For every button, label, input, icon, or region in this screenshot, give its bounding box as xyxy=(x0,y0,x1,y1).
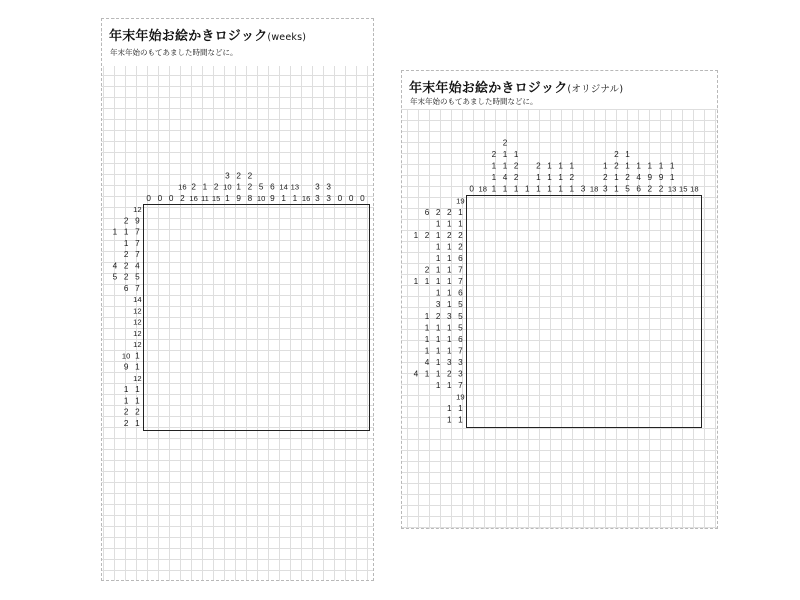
row-clue: 5 xyxy=(458,300,463,310)
column-clue: 10 xyxy=(256,193,266,203)
row-clue: 2 xyxy=(123,407,129,417)
solution-grid-weeks[interactable] xyxy=(143,204,370,431)
row-clue: 2 xyxy=(458,242,463,252)
column-clue: 0 xyxy=(360,193,365,203)
column-clue: 13 xyxy=(290,182,300,192)
column-clue: 1 xyxy=(281,193,286,203)
column-clue: 3 xyxy=(580,184,586,194)
row-clue: 1 xyxy=(413,230,419,240)
column-clue: 14 xyxy=(279,182,288,192)
column-clue: 16 xyxy=(189,193,198,203)
row-clue: 9 xyxy=(135,216,140,226)
row-clue: 6 xyxy=(458,288,463,298)
column-clue: 2 xyxy=(569,173,575,183)
row-clue: 10 xyxy=(121,351,131,361)
row-clue: 1 xyxy=(424,323,430,333)
row-clue: 1 xyxy=(435,346,441,356)
column-clue: 2 xyxy=(502,138,508,148)
row-clue: 1 xyxy=(123,227,129,237)
row-clue: 1 xyxy=(458,219,463,229)
column-clue: 18 xyxy=(690,184,699,194)
row-clue: 2 xyxy=(458,230,463,240)
column-clue: 2 xyxy=(247,171,253,181)
column-clue: 1 xyxy=(625,161,630,171)
page-subtitle: 年末年始のもてあました時間などに。 xyxy=(410,97,538,106)
column-clue: 18 xyxy=(478,184,487,194)
page-subtitle: 年末年始のもてあました時間などに。 xyxy=(110,48,238,57)
column-clue: 2 xyxy=(614,150,619,160)
column-clue: 1 xyxy=(225,193,230,203)
column-clue: 1 xyxy=(647,161,653,171)
row-clue: 1 xyxy=(447,219,452,229)
column-clue: 1 xyxy=(614,184,619,194)
column-clue: 1 xyxy=(603,161,608,171)
row-clue: 1 xyxy=(435,288,441,298)
column-clue: 0 xyxy=(168,193,174,203)
column-clue: 4 xyxy=(636,173,641,183)
column-clue: 13 xyxy=(667,184,677,194)
column-clue: 3 xyxy=(326,193,331,203)
row-clue: 6 xyxy=(458,334,463,344)
row-clue: 2 xyxy=(447,369,452,379)
column-clue: 2 xyxy=(647,184,653,194)
row-clue: 2 xyxy=(123,272,129,282)
row-clue: 2 xyxy=(424,265,430,275)
row-clue: 1 xyxy=(447,277,452,287)
column-clue: 0 xyxy=(348,193,354,203)
column-clue: 5 xyxy=(625,184,630,194)
row-clue: 5 xyxy=(458,323,463,333)
row-clue: 1 xyxy=(135,351,140,361)
row-clue: 1 xyxy=(112,227,118,237)
column-clue: 3 xyxy=(225,171,230,181)
column-clue: 1 xyxy=(513,150,519,160)
row-clue: 1 xyxy=(458,415,463,425)
row-clue: 3 xyxy=(458,369,463,379)
column-clue: 9 xyxy=(236,193,241,203)
column-clue: 10 xyxy=(223,182,232,192)
row-clue: 12 xyxy=(133,205,142,215)
column-clue: 2 xyxy=(603,173,608,183)
row-clue: 1 xyxy=(447,346,452,356)
page-title: 年末年始お絵かきロジック(weeks) xyxy=(109,29,307,44)
row-clue: 7 xyxy=(458,346,463,356)
column-clue: 9 xyxy=(270,193,275,203)
column-clue: 1 xyxy=(569,184,575,194)
page-title: 年末年始お絵かきロジック(オリジナル) xyxy=(409,81,624,96)
column-clue: 1 xyxy=(513,184,519,194)
column-clue: 1 xyxy=(558,173,563,183)
column-clue: 2 xyxy=(625,173,630,183)
row-clue: 1 xyxy=(435,277,441,287)
column-clue: 1 xyxy=(669,173,675,183)
column-clue: 1 xyxy=(491,161,497,171)
row-clue: 7 xyxy=(135,283,140,293)
row-clue: 9 xyxy=(123,362,129,372)
column-clue: 2 xyxy=(491,150,497,160)
row-clue: 1 xyxy=(424,311,430,321)
column-clue: 11 xyxy=(200,193,209,203)
row-clue: 12 xyxy=(133,340,142,350)
column-clue: 1 xyxy=(536,184,541,194)
column-clue: 2 xyxy=(247,182,253,192)
row-clue: 12 xyxy=(133,373,142,383)
row-clue: 4 xyxy=(135,261,140,271)
row-clue: 12 xyxy=(133,317,142,327)
row-clue: 1 xyxy=(435,334,441,344)
row-clue: 6 xyxy=(123,283,129,293)
row-clue: 1 xyxy=(447,242,452,252)
row-clue: 1 xyxy=(447,334,452,344)
row-clue: 5 xyxy=(135,272,140,282)
row-clue: 2 xyxy=(435,311,441,321)
row-clue: 1 xyxy=(435,230,441,240)
column-clue: 1 xyxy=(558,184,563,194)
row-clue: 19 xyxy=(456,392,465,402)
row-clue: 12 xyxy=(133,306,142,316)
column-clue: 2 xyxy=(191,182,196,192)
row-clue: 7 xyxy=(135,238,140,248)
row-clue: 5 xyxy=(458,311,463,321)
row-clue: 1 xyxy=(424,369,430,379)
solution-grid-original[interactable] xyxy=(466,195,702,428)
column-clue: 1 xyxy=(558,161,563,171)
row-clue: 7 xyxy=(458,277,463,287)
column-clue: 1 xyxy=(547,161,552,171)
column-clue: 9 xyxy=(658,173,664,183)
row-clue: 1 xyxy=(135,362,140,372)
column-clue: 1 xyxy=(502,150,508,160)
row-clue: 1 xyxy=(458,404,463,414)
column-clue: 3 xyxy=(326,182,331,192)
column-clue: 2 xyxy=(614,161,619,171)
column-clue: 1 xyxy=(292,193,298,203)
row-clue: 1 xyxy=(447,323,452,333)
column-clue: 1 xyxy=(236,182,241,192)
column-clue: 2 xyxy=(213,182,219,192)
column-clue: 1 xyxy=(547,173,552,183)
row-clue: 7 xyxy=(135,250,140,260)
row-clue: 2 xyxy=(424,230,430,240)
column-clue: 16 xyxy=(178,182,187,192)
column-clue: 0 xyxy=(146,193,151,203)
row-clue: 1 xyxy=(424,334,430,344)
column-clue: 15 xyxy=(211,193,221,203)
row-clue: 1 xyxy=(123,396,129,406)
column-clue: 0 xyxy=(157,193,163,203)
row-clue: 1 xyxy=(435,219,441,229)
column-clue: 0 xyxy=(469,184,474,194)
column-clue: 1 xyxy=(491,173,497,183)
column-clue: 2 xyxy=(513,161,519,171)
row-clue: 12 xyxy=(133,328,142,338)
column-clue: 1 xyxy=(525,184,530,194)
column-clue: 2 xyxy=(658,184,664,194)
row-clue: 1 xyxy=(447,265,452,275)
row-clue: 7 xyxy=(135,227,140,237)
column-clue: 1 xyxy=(547,184,552,194)
row-clue: 1 xyxy=(435,381,441,391)
row-clue: 1 xyxy=(123,385,129,395)
column-clue: 4 xyxy=(502,173,508,183)
column-clue: 1 xyxy=(636,161,641,171)
row-clue: 1 xyxy=(447,254,452,263)
column-clue: 1 xyxy=(502,161,508,171)
column-clue: 0 xyxy=(337,193,343,203)
column-clue: 1 xyxy=(669,161,675,171)
row-clue: 1 xyxy=(435,323,441,333)
row-clue: 2 xyxy=(123,216,129,226)
row-clue: 3 xyxy=(435,300,441,310)
row-clue: 2 xyxy=(123,261,129,271)
column-clue: 2 xyxy=(513,173,519,183)
row-clue: 6 xyxy=(458,254,463,263)
row-clue: 7 xyxy=(458,381,463,391)
row-clue: 2 xyxy=(123,418,129,428)
row-clue: 1 xyxy=(424,277,430,287)
row-clue: 1 xyxy=(447,415,452,425)
row-clue: 1 xyxy=(424,346,430,356)
row-clue: 1 xyxy=(435,369,441,379)
row-clue: 2 xyxy=(135,407,140,417)
row-clue: 3 xyxy=(458,358,463,367)
row-clue: 2 xyxy=(123,250,129,260)
column-clue: 1 xyxy=(491,184,497,194)
row-clue: 2 xyxy=(447,230,452,240)
row-clue: 1 xyxy=(413,277,419,287)
column-clue: 3 xyxy=(603,184,608,194)
column-clue: 2 xyxy=(180,193,185,203)
row-clue: 14 xyxy=(133,295,142,305)
row-clue: 1 xyxy=(135,396,140,406)
row-clue: 1 xyxy=(123,238,129,248)
column-clue: 9 xyxy=(647,173,653,183)
row-clue: 3 xyxy=(447,358,452,367)
column-clue: 2 xyxy=(536,161,541,171)
column-clue: 3 xyxy=(315,182,320,192)
column-clue: 1 xyxy=(658,161,664,171)
row-clue: 6 xyxy=(424,207,430,217)
row-clue: 1 xyxy=(135,418,140,428)
row-clue: 4 xyxy=(413,369,419,379)
row-clue: 1 xyxy=(435,358,441,367)
row-clue: 1 xyxy=(135,385,140,395)
column-clue: 6 xyxy=(270,182,275,192)
column-clue: 3 xyxy=(315,193,320,203)
column-clue: 1 xyxy=(502,184,508,194)
row-clue: 1 xyxy=(447,288,452,298)
column-clue: 1 xyxy=(536,173,541,183)
row-clue: 2 xyxy=(435,207,441,217)
column-clue: 5 xyxy=(258,182,264,192)
column-clue: 18 xyxy=(589,184,599,194)
column-clue: 1 xyxy=(614,173,619,183)
column-clue: 1 xyxy=(625,150,630,160)
row-clue: 1 xyxy=(447,381,452,391)
row-clue: 19 xyxy=(456,196,465,206)
row-clue: 5 xyxy=(112,272,118,282)
row-clue: 1 xyxy=(435,254,441,263)
column-clue: 6 xyxy=(636,184,641,194)
column-clue: 16 xyxy=(301,193,311,203)
row-clue: 2 xyxy=(447,207,452,217)
row-clue: 3 xyxy=(447,311,452,321)
column-clue: 8 xyxy=(247,193,253,203)
row-clue: 1 xyxy=(447,300,452,310)
row-clue: 1 xyxy=(458,207,463,217)
row-clue: 4 xyxy=(112,261,118,271)
column-clue: 1 xyxy=(569,161,575,171)
row-clue: 1 xyxy=(435,265,441,275)
column-clue: 1 xyxy=(202,182,208,192)
row-clue: 4 xyxy=(424,358,430,367)
row-clue: 1 xyxy=(435,242,441,252)
row-clue: 7 xyxy=(458,265,463,275)
column-clue: 15 xyxy=(678,184,688,194)
column-clue: 2 xyxy=(236,171,241,181)
row-clue: 1 xyxy=(447,404,452,414)
